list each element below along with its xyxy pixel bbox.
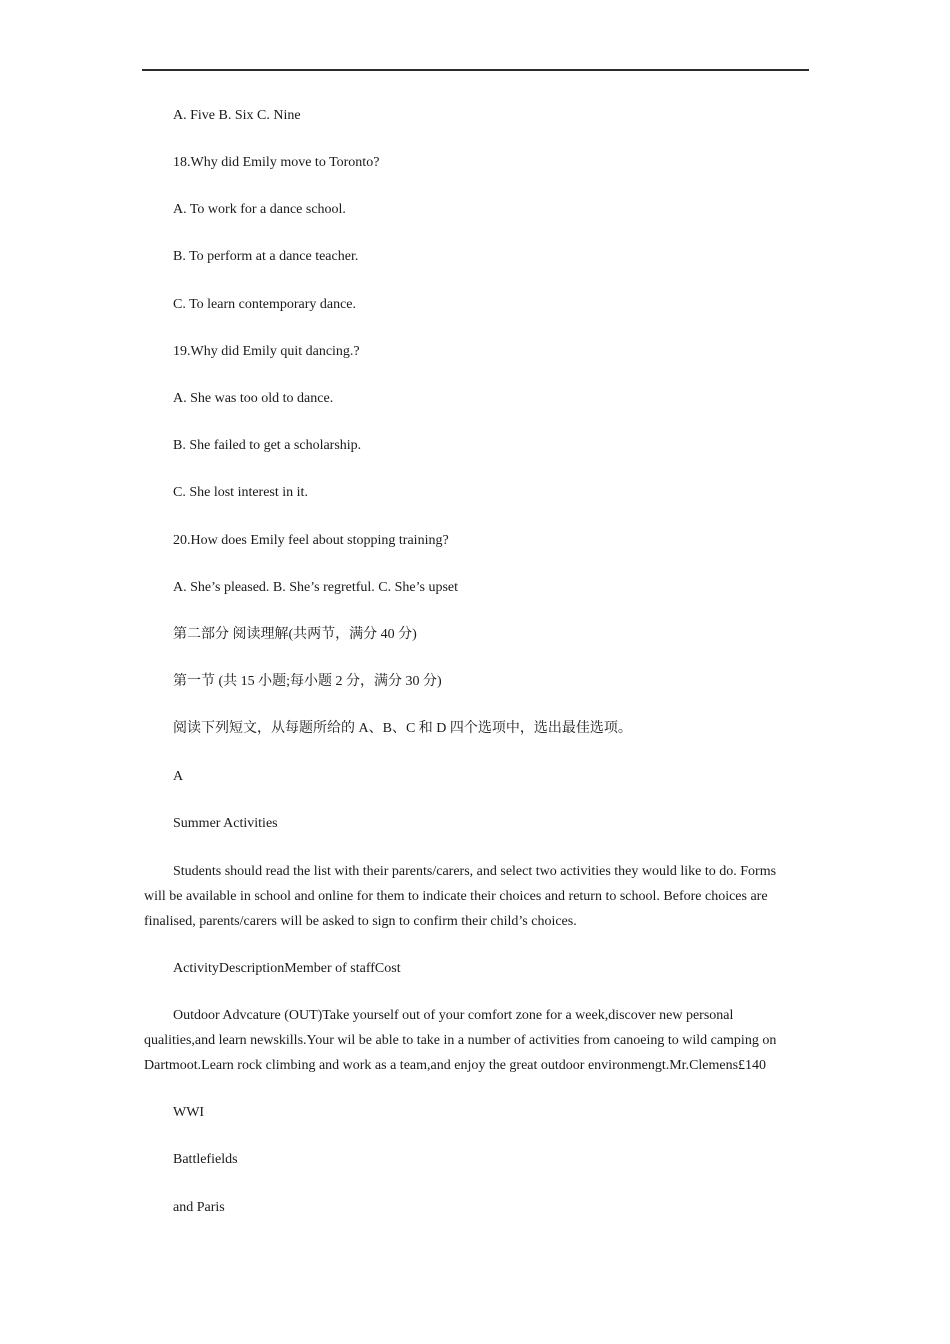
q19-option-a: A. She was too old to dance. xyxy=(173,391,334,406)
passage-title: Summer Activities xyxy=(173,816,278,831)
section-one-heading: 第一节 (共 15 小题;每小题 2 分，满分 30 分) xyxy=(173,674,442,689)
section-part-two-heading: 第二部分 阅读理解(共两节，满分 40 分) xyxy=(173,627,417,642)
q18-option-a: A. To work for a dance school. xyxy=(173,202,346,217)
q18-option-c: C. To learn contemporary dance. xyxy=(173,297,357,312)
q19-question: 19.Why did Emily quit dancing.? xyxy=(173,344,360,359)
activity-outdoor-row: Outdoor Advcature (OUT)Take yourself out of your comfort zone for a week,discover new personal qualities,and learn newskills.Your wil be able to take in a number of activities from canoeing to wild camping on Dartmoot.Learn rock climbing and work as a team,and enjoy the great outdoor environmengt.Mr.Clemens£140 xyxy=(144,1008,777,1073)
header-rule xyxy=(142,69,809,71)
q17-options: A. Five B. Six C. Nine xyxy=(173,108,301,123)
passage-label: A xyxy=(173,769,184,784)
activity-table-header: ActivityDescriptionMember of staffCost xyxy=(173,961,401,976)
q18-question: 18.Why did Emily move to Toronto? xyxy=(173,155,380,170)
passage-intro-paragraph: Students should read the list with their parents/carers, and select two activities they would like to do. Forms will be available in school and online for them to indicate their choices and return to school. Before choices are finalised, parents/carers will be asked to sign to confirm their child’s choices. xyxy=(144,864,777,929)
reading-instructions: 阅读下列短文，从每题所给的 A、B、C 和 D 四个选项中，选出最佳选项。 xyxy=(173,721,632,736)
q19-option-c: C. She lost interest in it. xyxy=(173,485,308,500)
activity-wwi-label: WWI xyxy=(173,1105,205,1120)
q20-question: 20.How does Emily feel about stopping training? xyxy=(173,533,449,548)
q19-option-b: B. She failed to get a scholarship. xyxy=(173,438,362,453)
activity-paris-label: and Paris xyxy=(173,1200,225,1215)
activity-battlefields-label: Battlefields xyxy=(173,1152,238,1167)
q18-option-b: B. To perform at a dance teacher. xyxy=(173,249,359,264)
q20-options: A. She’s pleased. B. She’s regretful. C. She’s upset xyxy=(173,580,459,595)
